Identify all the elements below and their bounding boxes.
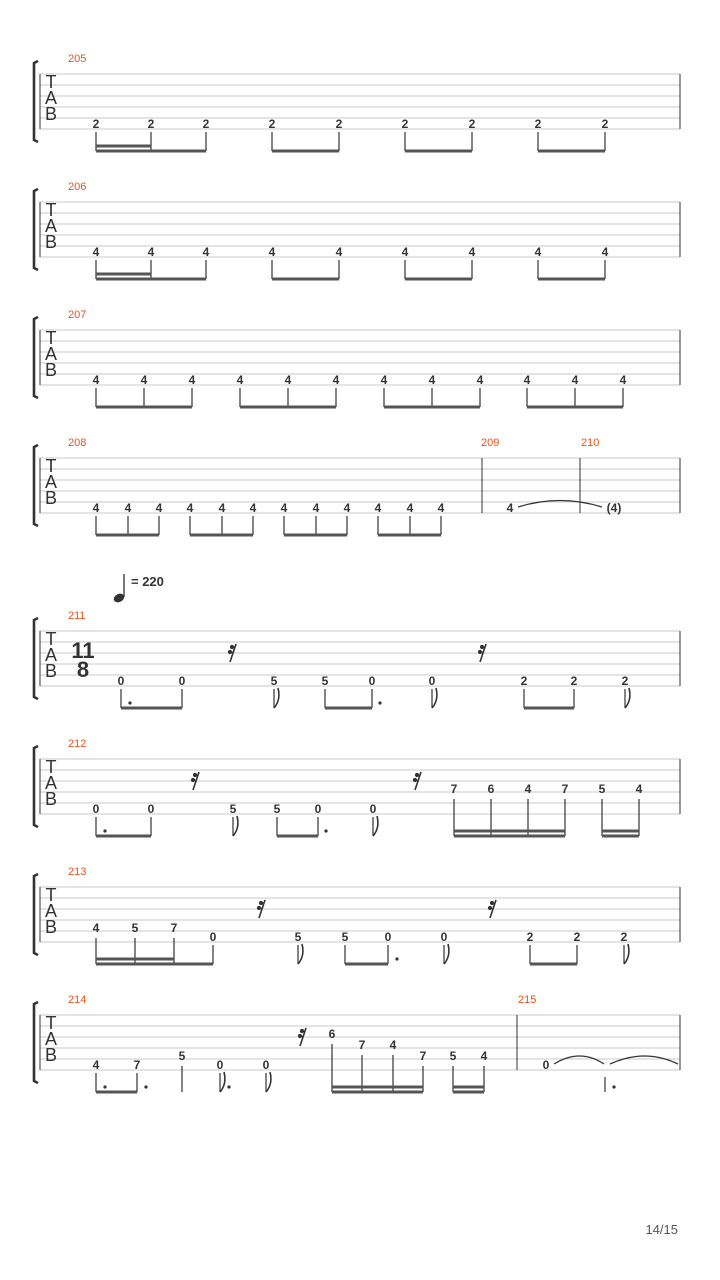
fret-number: 4 — [635, 782, 643, 796]
fret-number: 4 — [202, 245, 210, 259]
fret-number: 2 — [202, 117, 210, 131]
fret-number: 4 — [155, 501, 163, 515]
note-flag — [625, 688, 630, 708]
fret-number: 4 — [619, 373, 627, 387]
fret-number: 4 — [186, 501, 194, 515]
secondary-beam — [332, 1086, 423, 1089]
measure-number: 212 — [68, 738, 87, 750]
fret-number: 4 — [124, 501, 132, 515]
fret-number: 4 — [218, 501, 226, 515]
fret-number: 4 — [506, 501, 514, 515]
fret-number: 0 — [262, 1058, 270, 1072]
tab-clef-letter: T — [45, 200, 57, 220]
beam — [378, 534, 441, 537]
fret-number: 5 — [449, 1049, 457, 1063]
tempo-text: = 220 — [131, 574, 164, 589]
fret-number: 4 — [188, 373, 196, 387]
tab-clef-letter: B — [44, 789, 58, 809]
beam — [602, 835, 639, 838]
secondary-beam — [453, 1086, 484, 1089]
beam — [190, 534, 253, 537]
system-bracket — [34, 445, 38, 526]
augmentation-dot — [378, 701, 381, 704]
fret-number: 4 — [524, 782, 532, 796]
fret-number: 4 — [280, 501, 288, 515]
fret-number: 5 — [270, 674, 278, 688]
fret-number: 4 — [437, 501, 445, 515]
tie — [610, 1056, 678, 1064]
augmentation-dot — [324, 829, 327, 832]
tab-clef-letter: T — [45, 1013, 57, 1033]
note-flag — [298, 944, 303, 964]
beam — [240, 406, 336, 409]
beam — [538, 278, 605, 281]
fret-number: 0 — [440, 930, 448, 944]
beam — [384, 406, 480, 409]
beam — [121, 707, 182, 710]
tab-clef-letter: B — [44, 488, 58, 508]
fret-number: 0 — [542, 1058, 550, 1072]
fret-number: 2 — [147, 117, 155, 131]
fret-number: 4 — [523, 373, 531, 387]
note-flag — [220, 1072, 225, 1092]
fret-number: 2 — [601, 117, 609, 131]
fret-number: 0 — [209, 930, 217, 944]
measure-number: 206 — [68, 181, 87, 193]
augmentation-dot — [395, 957, 398, 960]
secondary-beam — [96, 958, 174, 961]
beam — [530, 963, 577, 966]
fret-number: 4 — [601, 245, 609, 259]
system-bracket — [34, 61, 38, 142]
fret-number: 4 — [147, 245, 155, 259]
note-flag — [373, 816, 378, 836]
beam — [96, 406, 192, 409]
fret-number: 0 — [92, 802, 100, 816]
tab-clef-letter: B — [44, 1045, 58, 1065]
note-flag — [266, 1072, 271, 1092]
fret-number: 4 — [428, 373, 436, 387]
tab-clef-letter: T — [45, 456, 57, 476]
secondary-beam — [602, 830, 639, 833]
fret-number: 4 — [92, 1058, 100, 1072]
fret-number: 6 — [328, 1027, 336, 1041]
fret-number: 4 — [140, 373, 148, 387]
fret-number: 2 — [268, 117, 276, 131]
measure-number: 214 — [68, 994, 87, 1006]
fret-number: 4 — [92, 501, 100, 515]
fret-number: 0 — [369, 802, 377, 816]
beam — [527, 406, 623, 409]
fret-number: 4 — [343, 501, 351, 515]
tab-clef-letter: T — [45, 72, 57, 92]
tab-clef-letter: A — [44, 901, 58, 921]
fret-number: 4 — [92, 245, 100, 259]
fret-number: 4 — [476, 373, 484, 387]
note-flag — [624, 944, 629, 964]
fret-number: 4 — [268, 245, 276, 259]
fret-number: 4 — [249, 501, 257, 515]
tab-clef-letter: A — [44, 1029, 58, 1049]
fret-number: 4 — [92, 921, 100, 935]
fret-number: 5 — [341, 930, 349, 944]
fret-number: 0 — [384, 930, 392, 944]
beam — [524, 707, 574, 710]
augmentation-dot — [612, 1085, 615, 1088]
augmentation-dot — [128, 701, 131, 704]
fret-number: (4) — [606, 501, 622, 515]
beam — [405, 278, 472, 281]
staff-system — [34, 181, 680, 270]
time-signature-top: 11 — [71, 638, 95, 663]
tempo-mark — [112, 574, 164, 604]
tab-clef-letter: A — [44, 216, 58, 236]
fret-number: 7 — [561, 782, 569, 796]
augmentation-dot — [227, 1085, 230, 1088]
staff-system — [34, 309, 680, 398]
fret-number: 4 — [312, 501, 320, 515]
secondary-beam — [454, 830, 565, 833]
fret-number: 4 — [335, 245, 343, 259]
tab-clef-letter: A — [44, 88, 58, 108]
beam — [538, 150, 605, 153]
fret-number: 5 — [294, 930, 302, 944]
augmentation-dot — [103, 829, 106, 832]
tab-clef-letter: B — [44, 232, 58, 252]
system-bracket — [34, 1002, 38, 1083]
measure-number: 209 — [481, 437, 500, 449]
tab-clef-letter: B — [44, 360, 58, 380]
beam — [96, 150, 206, 153]
beam — [96, 1091, 137, 1094]
fret-number: 2 — [335, 117, 343, 131]
staff-system — [34, 610, 680, 699]
beam — [272, 278, 339, 281]
beam — [96, 278, 206, 281]
fret-number: 4 — [480, 1049, 488, 1063]
fret-number: 2 — [520, 674, 528, 688]
fret-number: 5 — [178, 1049, 186, 1063]
beam — [96, 534, 159, 537]
fret-number: 4 — [284, 373, 292, 387]
fret-number: 5 — [131, 921, 139, 935]
tab-clef-letter: B — [44, 661, 58, 681]
fret-number: 4 — [406, 501, 414, 515]
measure-number: 215 — [518, 994, 537, 1006]
fret-number: 7 — [170, 921, 178, 935]
fret-number: 5 — [321, 674, 329, 688]
fret-number: 0 — [314, 802, 322, 816]
fret-number: 4 — [332, 373, 340, 387]
fret-number: 0 — [428, 674, 436, 688]
fret-number: 7 — [450, 782, 458, 796]
fret-number: 4 — [468, 245, 476, 259]
tab-clef-letter: A — [44, 344, 58, 364]
fret-number: 0 — [147, 802, 155, 816]
system-bracket — [34, 874, 38, 955]
fret-number: 2 — [620, 930, 628, 944]
fret-number: 0 — [216, 1058, 224, 1072]
system-bracket — [34, 746, 38, 827]
fret-number: 2 — [468, 117, 476, 131]
fret-number: 4 — [401, 245, 409, 259]
beam — [284, 534, 347, 537]
fret-number: 4 — [389, 1038, 397, 1052]
staff-system — [34, 994, 680, 1083]
fret-number: 5 — [229, 802, 237, 816]
tab-clef-letter: T — [45, 757, 57, 777]
fret-number: 6 — [487, 782, 495, 796]
measure-number: 213 — [68, 866, 87, 878]
fret-number: 4 — [534, 245, 542, 259]
tab-clef-letter: T — [45, 629, 57, 649]
fret-number: 0 — [178, 674, 186, 688]
beam — [454, 835, 565, 838]
beam — [453, 1091, 484, 1094]
tab-clef-letter: B — [44, 104, 58, 124]
measure-number: 210 — [581, 437, 600, 449]
tab-clef-letter: T — [45, 328, 57, 348]
fret-number: 2 — [401, 117, 409, 131]
measure-number: 211 — [68, 610, 86, 622]
fret-number: 4 — [380, 373, 388, 387]
fret-number: 2 — [573, 930, 581, 944]
fret-number: 5 — [598, 782, 606, 796]
system-bracket — [34, 189, 38, 270]
measure-number: 208 — [68, 437, 87, 449]
beam — [345, 963, 388, 966]
fret-number: 4 — [92, 373, 100, 387]
tab-clef-letter: A — [44, 645, 58, 665]
tab-clef-letter: A — [44, 773, 58, 793]
tie — [518, 501, 602, 508]
note-flag — [432, 688, 437, 708]
secondary-beam — [96, 273, 151, 276]
fret-number: 7 — [419, 1049, 427, 1063]
fret-number: 2 — [570, 674, 578, 688]
fret-number: 4 — [236, 373, 244, 387]
fret-number: 7 — [133, 1058, 141, 1072]
staff-system — [34, 866, 680, 955]
system-bracket — [34, 618, 38, 699]
beam — [277, 835, 318, 838]
fret-number: 2 — [92, 117, 100, 131]
fret-number: 0 — [117, 674, 125, 688]
fret-number: 2 — [534, 117, 542, 131]
beam — [332, 1091, 423, 1094]
time-signature-bottom: 8 — [76, 657, 90, 682]
fret-number: 4 — [571, 373, 579, 387]
tab-clef-letter: B — [44, 917, 58, 937]
note-flag — [274, 688, 279, 708]
beam — [272, 150, 339, 153]
beam — [325, 707, 372, 710]
augmentation-dot — [144, 1085, 147, 1088]
measure-number: 207 — [68, 309, 87, 321]
tab-clef-letter: T — [45, 885, 57, 905]
beam — [96, 835, 151, 838]
fret-number: 2 — [526, 930, 534, 944]
system-bracket — [34, 317, 38, 398]
beam — [405, 150, 472, 153]
fret-number: 5 — [273, 802, 281, 816]
beam — [96, 963, 213, 966]
fret-number: 4 — [374, 501, 382, 515]
measure-number: 205 — [68, 53, 87, 65]
staff-system — [34, 738, 680, 827]
fret-number: 2 — [621, 674, 629, 688]
tie — [554, 1056, 604, 1064]
fret-number: 0 — [368, 674, 376, 688]
tab-clef-letter: A — [44, 472, 58, 492]
fret-number: 7 — [358, 1038, 366, 1052]
staff-system — [34, 53, 680, 142]
page-number: 14/15 — [645, 1222, 678, 1237]
secondary-beam — [96, 145, 151, 148]
note-flag — [233, 816, 238, 836]
staff-system — [34, 437, 680, 526]
note-flag — [444, 944, 449, 964]
augmentation-dot — [103, 1085, 106, 1088]
